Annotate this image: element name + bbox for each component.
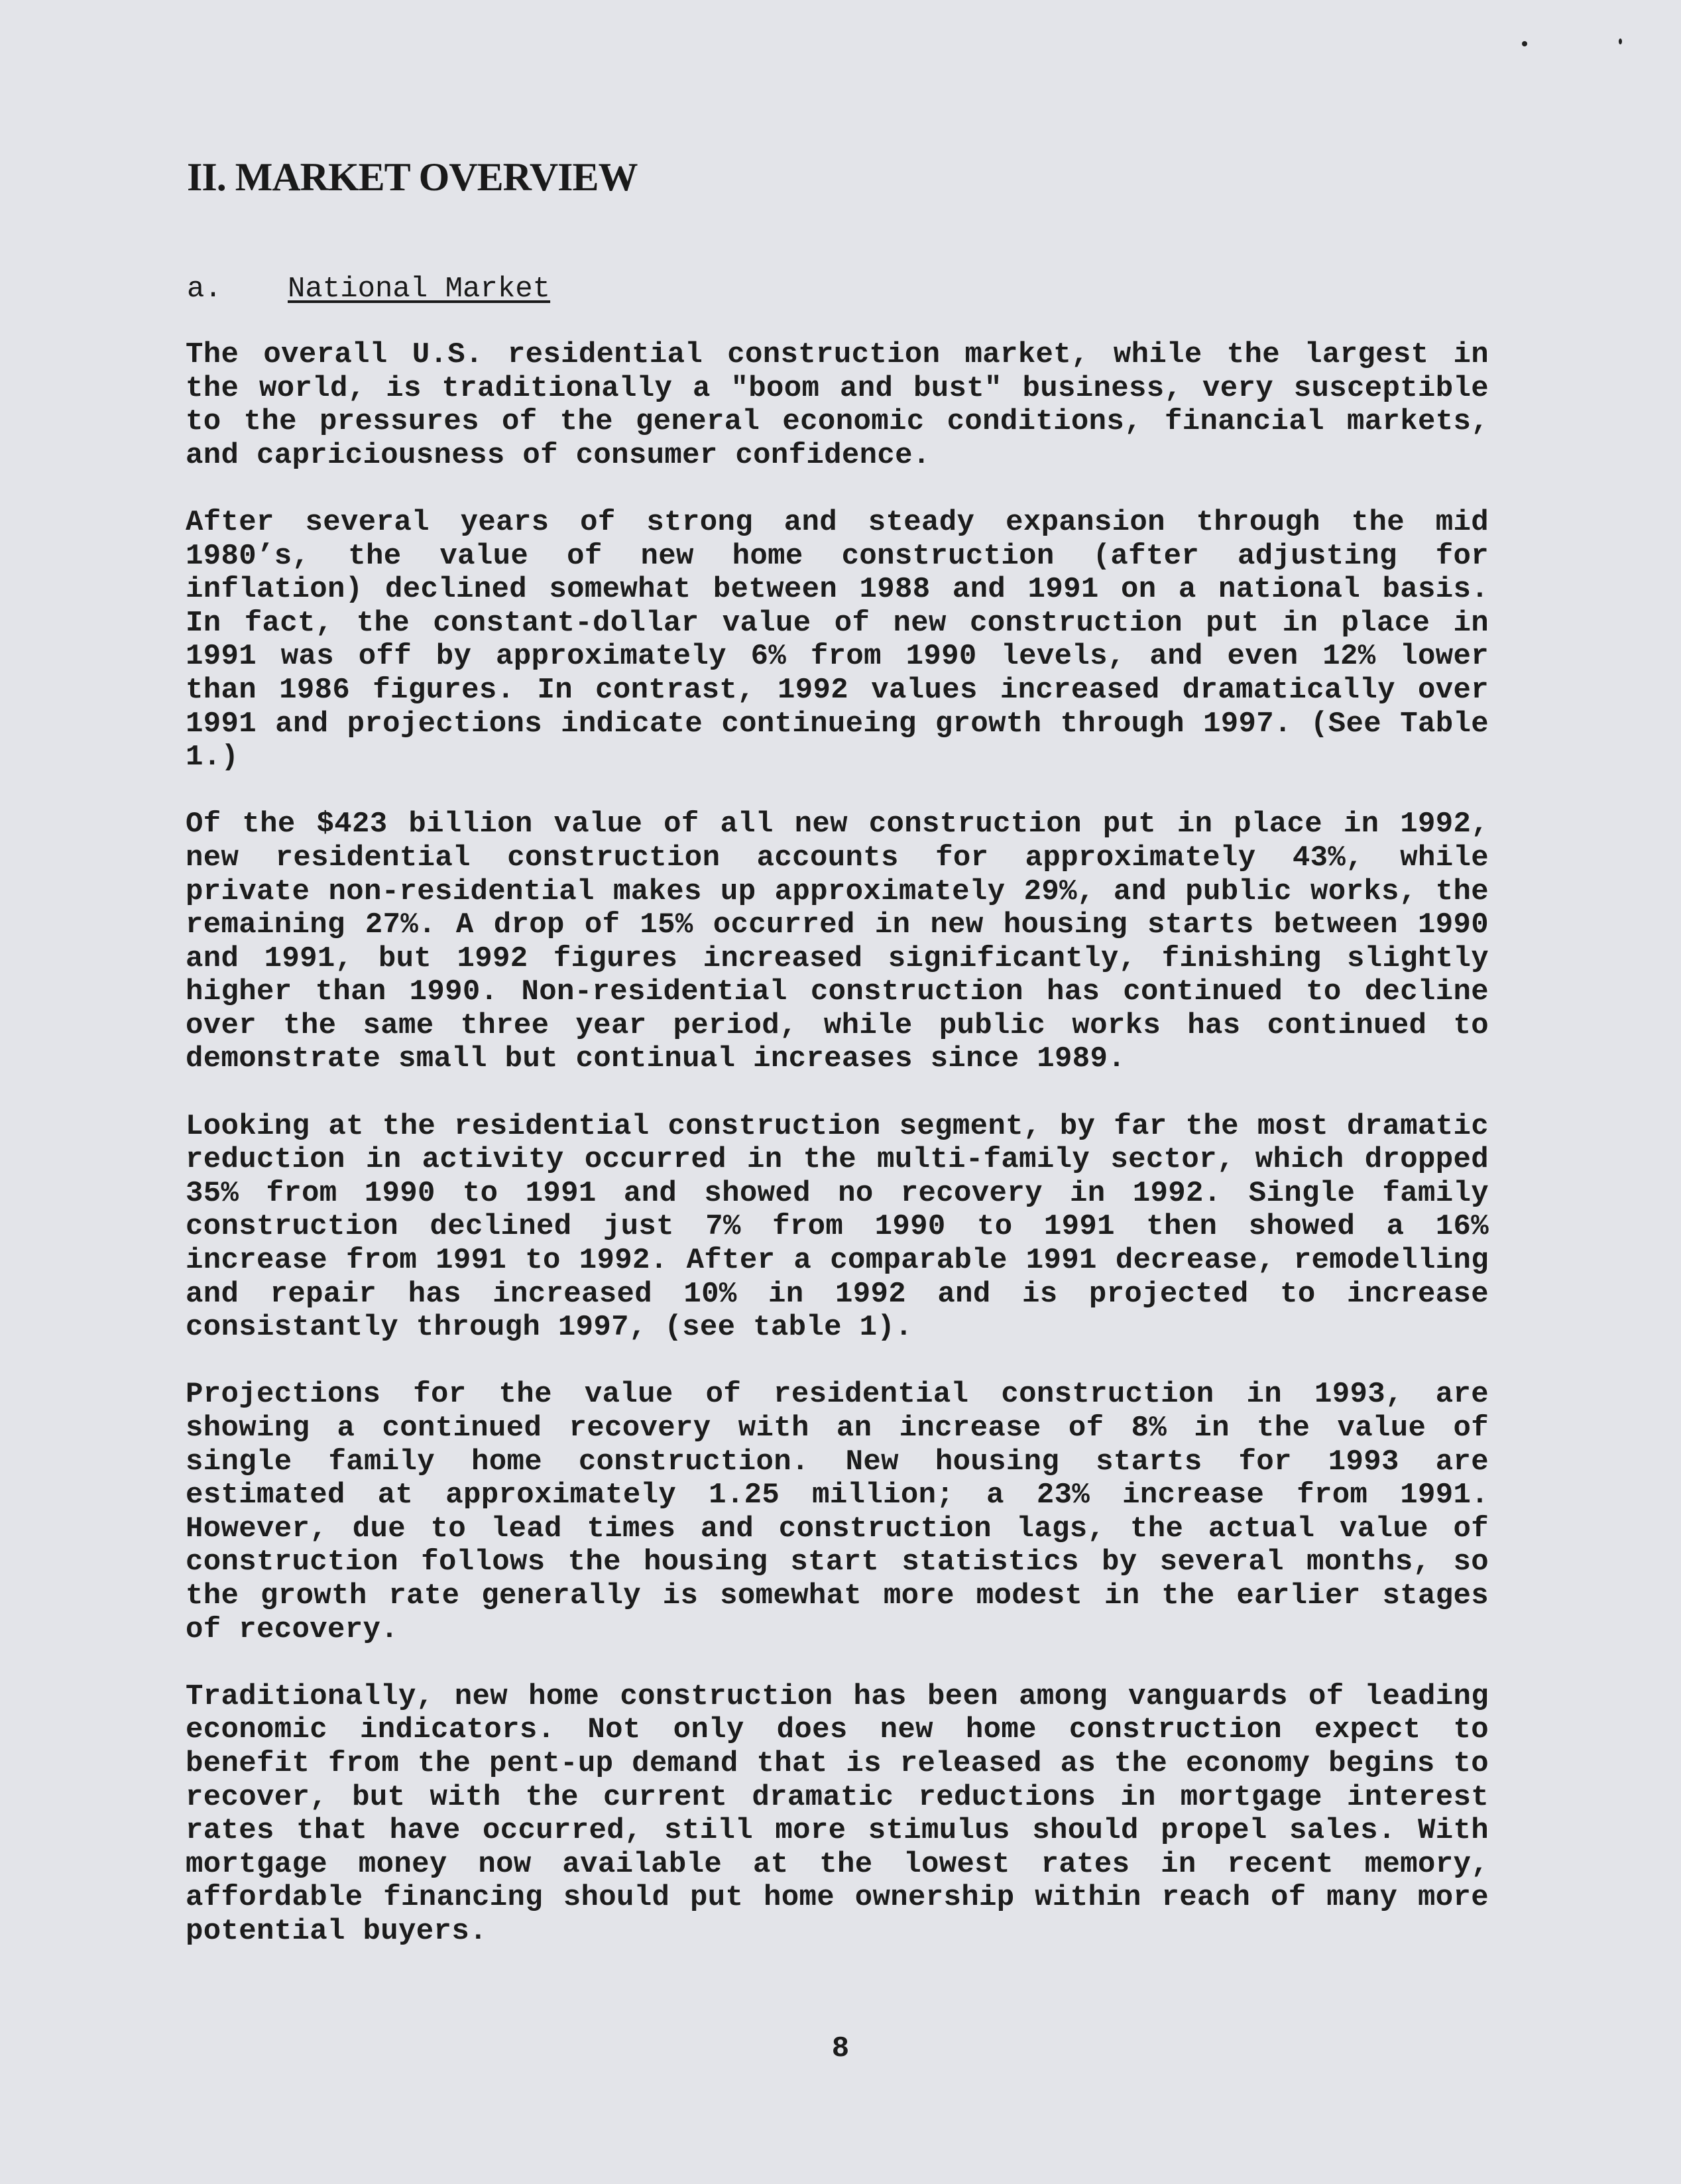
subsection-heading [187, 272, 550, 306]
page-number: 8 [831, 2032, 850, 2065]
paragraph: Looking at the residential construction segment, by far the most dramatic reduction in activity occurred in the multi-family sector, which dropped 35% from 1990 to 1991 and showed no recovery in 1992. Single family construction declined just 7% from 1990 to 1991 then showed a 16% increase from 1991 to 1992. After a comparable 1991 decrease, remodelling and repair has increased 10% in 1992 and is projected to increase consistantly through 1997, (see table 1). [186, 1109, 1489, 1345]
paragraph: Traditionally, new home construction has been among vanguards of leading economic indicators. Not only does new home construction expect to benefit from the pent-up demand that is released as the economy begins to recover, but with the current dramatic reductions in mortgage interest rates that have occurred, still more stimulus should propel sales. With mortgage money now available at the lowest rates in recent memory, affordable financing should put home ownership within reach of many more potential buyers. [186, 1679, 1489, 1948]
subsection-title: National Market [288, 273, 551, 306]
paragraph: Of the $423 billion value of all new construction put in place in 1992, new residential construction accounts for approximately 43%, while private non-residential makes up approximately 29%, and public works, the remaining 27%. A drop of 15% occurred in new housing starts between 1990 and 1991, but 1992 figures increased significantly, finishing slightly higher than 1990. Non-residential construction has continued to decline over the same three year period, while public works has continued to demonstrate small but continual increases since 1989. [186, 808, 1489, 1076]
section-heading: II. MARKET OVERVIEW [187, 155, 638, 199]
subsection-letter: a. [187, 273, 222, 306]
paragraph: The overall U.S. residential construction market, while the largest in the world, is traditionally a "boom and bust" business, very susceptible to the pressures of the general economic conditions, financial markets, and capriciousness of consumer confidence. [186, 338, 1489, 472]
paragraph: After several years of strong and steady expansion through the mid 1980’s, the value of new home construction (after adjusting for inflation) declined somewhat between 1988 and 1991 on a national basis. In fact, the constant-dollar value of new construction put in place in 1991 was off by approximately 6% from 1990 levels, and even 12% lower than 1986 figures. In contrast, 1992 values increased dramatically over 1991 and projections indicate continueing growth through 1997. (See Table 1.) [186, 505, 1489, 774]
body-text [186, 338, 1489, 1982]
scan-speck [1522, 41, 1527, 46]
scan-speck [1619, 38, 1622, 44]
paragraph: Projections for the value of residential construction in 1993, are showing a continued recovery with an increase of 8% in the value of single family home construction. New housing starts for 1993 are estimated at approximately 1.25 million; a 23% increase from 1991. However, due to lead times and construction lags, the actual value of construction follows the housing start statistics by several months, so the growth rate generally is somewhat more modest in the earlier stages of recovery. [186, 1378, 1489, 1646]
